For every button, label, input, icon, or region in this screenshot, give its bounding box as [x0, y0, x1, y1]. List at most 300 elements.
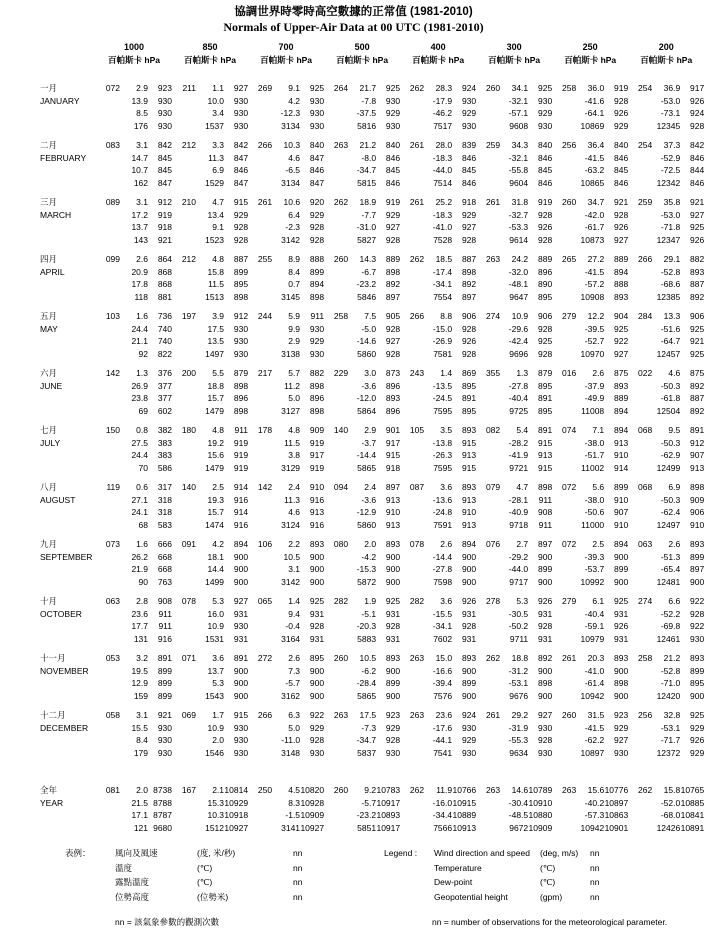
- wind-dir-cell: 254: [638, 83, 653, 93]
- wind-dir-cell: [476, 620, 500, 633]
- obs-count-cell: 900: [614, 690, 629, 701]
- wind-dir-cell: [248, 449, 272, 462]
- wind-dir-cell: [96, 152, 120, 165]
- wind-dir-cell: [552, 323, 576, 336]
- obs-count-cell: 895: [461, 380, 477, 391]
- wind-speed-cell: 2.6: [668, 539, 681, 549]
- temperature-cell: -4.2: [361, 551, 377, 562]
- wind-dir-cell: 260: [333, 254, 349, 264]
- geopotential-height-cell: 1513: [205, 291, 225, 302]
- wind-dir-cell: 272: [257, 653, 273, 663]
- temperature-cell: -32.1: [508, 95, 529, 106]
- wind-dir-cell: [248, 797, 272, 810]
- wind-dir-cell: [96, 120, 120, 133]
- obs-count-cell: 900: [614, 665, 629, 676]
- obs-count-cell: 898: [461, 266, 477, 277]
- obs-count-cell: 845: [461, 165, 477, 175]
- table-row: [40, 380, 704, 393]
- obs-count-cell: 919: [385, 197, 401, 207]
- wind-dir-cell: [476, 95, 500, 108]
- wind-dir-cell: [400, 152, 424, 165]
- month-label-spacer: [40, 120, 96, 133]
- obs-count-cell: 899: [461, 678, 477, 688]
- wind-dir-cell: [552, 633, 576, 646]
- wind-dir-cell: [628, 563, 652, 576]
- dew-point-cell: -73.1: [660, 108, 681, 118]
- obs-count-cell: 868: [157, 266, 173, 277]
- obs-count-cell: 10889: [452, 810, 477, 820]
- temperature-cell: -15.5: [432, 608, 453, 619]
- dew-point-cell: -57.2: [584, 279, 605, 289]
- obs-count-cell: 893: [690, 539, 705, 549]
- wind-dir-cell: 261: [409, 140, 425, 150]
- table-row: [40, 809, 704, 822]
- obs-count-cell: 898: [233, 291, 249, 302]
- wind-speed-cell: 2.9: [136, 83, 148, 93]
- obs-count-cell: 894: [309, 279, 325, 289]
- geopotential-height-cell: 10873: [580, 234, 605, 245]
- legend-note-en: nn = number of observations for the meteorological parameter.: [432, 917, 668, 927]
- obs-count-cell: 888: [309, 254, 325, 264]
- wind-speed-cell: 3.1: [136, 140, 148, 150]
- dew-point-cell: -49.9: [584, 393, 605, 403]
- wind-dir-cell: [400, 392, 424, 405]
- dew-point-cell: -71.7: [660, 735, 681, 745]
- wind-dir-cell: 099: [105, 254, 120, 264]
- wind-speed-cell: 0.6: [136, 482, 148, 492]
- obs-count-cell: 10918: [224, 810, 249, 820]
- obs-count-cell: 889: [537, 254, 553, 264]
- wind-dir-cell: [324, 551, 348, 564]
- wind-dir-cell: [628, 120, 652, 133]
- table-row: [40, 506, 704, 519]
- month-label-en: AUGUST: [40, 494, 76, 505]
- legend-item-name-en: Dew-point: [434, 877, 473, 887]
- wind-dir-cell: 269: [257, 83, 273, 93]
- obs-count-cell: 893: [461, 653, 477, 663]
- legend-label-spacer: [384, 875, 434, 890]
- month-label-spacer: [40, 177, 96, 190]
- obs-count-cell: 9680: [153, 822, 173, 833]
- dew-point-cell: -20.3: [356, 621, 377, 631]
- obs-count-cell: 864: [157, 254, 173, 264]
- wind-dir-cell: 262: [409, 83, 425, 93]
- obs-count-cell: 904: [614, 311, 629, 321]
- obs-count-cell: 846: [614, 152, 629, 163]
- wind-dir-cell: [552, 620, 576, 633]
- geopotential-height-cell: 7602: [433, 633, 453, 644]
- obs-count-cell: 918: [461, 197, 477, 207]
- obs-count-cell: 846: [233, 165, 249, 175]
- obs-count-cell: 900: [385, 551, 401, 562]
- wind-dir-cell: [96, 690, 120, 703]
- dew-point-cell: -34.1: [432, 621, 453, 631]
- temperature-cell: 23.6: [131, 608, 148, 619]
- obs-count-cell: 930: [537, 747, 553, 758]
- temperature-cell: 27.5: [131, 437, 148, 448]
- wind-dir-cell: [248, 234, 272, 247]
- dew-point-cell: -26.9: [432, 336, 453, 346]
- wind-dir-cell: [172, 722, 196, 735]
- wind-dir-cell: [172, 608, 196, 621]
- wind-speed-cell: 27.2: [587, 254, 605, 264]
- wind-dir-cell: [476, 551, 500, 564]
- temperature-cell: -53.0: [660, 95, 681, 106]
- wind-dir-cell: [172, 380, 196, 393]
- wind-dir-cell: [172, 107, 196, 120]
- wind-dir-cell: [628, 462, 652, 475]
- obs-count-cell: 900: [233, 678, 249, 688]
- temperature-cell: 20.9: [131, 266, 148, 277]
- geopotential-height-cell: 5883: [357, 633, 377, 644]
- obs-count-cell: 318: [157, 494, 173, 505]
- obs-count-cell: 893: [385, 539, 401, 549]
- obs-count-cell: 846: [309, 165, 325, 175]
- temperature-cell: 13.4: [207, 209, 225, 220]
- dew-point-cell: -57.3: [584, 810, 605, 820]
- wind-dir-cell: [476, 120, 500, 133]
- temperature-cell: -53.0: [660, 209, 681, 220]
- legend-item-nn-zh: nn: [293, 848, 303, 858]
- obs-count-cell: 912: [690, 437, 705, 448]
- wind-dir-cell: 105: [409, 425, 425, 435]
- wind-dir-cell: [400, 551, 424, 564]
- dew-point-cell: -61.4: [584, 678, 605, 688]
- dew-point-cell: 17.1: [131, 810, 148, 820]
- obs-count-cell: 839: [461, 140, 477, 150]
- obs-count-cell: 907: [614, 507, 629, 517]
- wind-speed-cell: 3.6: [212, 653, 225, 663]
- temperature-cell: -13.8: [432, 437, 453, 448]
- wind-dir-cell: 078: [181, 596, 197, 606]
- obs-count-cell: 668: [157, 551, 173, 562]
- wind-dir-cell: 103: [105, 311, 120, 321]
- wind-dir-cell: [552, 95, 576, 108]
- obs-count-cell: 911: [158, 608, 173, 619]
- dew-point-cell: -34.4: [432, 810, 453, 820]
- obs-count-cell: 908: [157, 596, 173, 606]
- wind-speed-cell: 7.1: [592, 425, 605, 435]
- wind-dir-cell: [476, 608, 500, 621]
- temperature-cell: -38.0: [584, 494, 605, 505]
- temperature-cell: -32.1: [508, 152, 529, 163]
- obs-count-cell: 927: [233, 596, 249, 606]
- wind-dir-cell: [324, 209, 348, 222]
- month-label-spacer: [40, 747, 96, 760]
- obs-count-cell: 10814: [224, 785, 249, 795]
- wind-speed-cell: 1.1: [212, 83, 225, 93]
- obs-count-cell: 901: [385, 425, 401, 435]
- month-label-zh: 八月: [40, 482, 58, 492]
- dew-point-cell: -65.4: [660, 564, 681, 574]
- wind-dir-cell: [96, 392, 120, 405]
- obs-count-cell: 929: [690, 722, 705, 733]
- obs-count-cell: 907: [690, 450, 705, 460]
- wind-speed-cell: 1.3: [516, 368, 529, 378]
- pressure-unit-header: 百帕斯卡 hPa: [260, 54, 313, 65]
- obs-count-cell: 847: [309, 152, 325, 163]
- obs-count-cell: 900: [309, 665, 325, 676]
- wind-dir-cell: 074: [561, 425, 577, 435]
- obs-count-cell: 318: [157, 507, 173, 517]
- wind-dir-cell: [172, 164, 196, 177]
- obs-count-cell: 930: [385, 120, 401, 131]
- wind-dir-cell: 073: [105, 539, 120, 549]
- wind-dir-cell: [476, 164, 500, 177]
- obs-count-cell: 913: [537, 450, 553, 460]
- obs-count-cell: 930: [233, 621, 249, 631]
- wind-dir-cell: [172, 822, 196, 835]
- obs-count-cell: 10897: [604, 797, 629, 808]
- dew-point-cell: 14.4: [207, 564, 225, 574]
- spacer: [40, 702, 704, 709]
- wind-dir-cell: [400, 405, 424, 418]
- obs-count-cell: 928: [614, 209, 629, 220]
- wind-speed-cell: 2.6: [136, 254, 148, 264]
- obs-count-cell: 930: [157, 735, 173, 745]
- legend-item-nn-en: nn: [590, 891, 600, 902]
- wind-dir-cell: [628, 519, 652, 532]
- wind-dir-cell: [96, 291, 120, 304]
- wind-speed-cell: 1.4: [440, 368, 453, 378]
- geopotential-height-cell: 162: [133, 177, 148, 188]
- obs-count-cell: 927: [614, 348, 629, 359]
- wind-speed-cell: 20.3: [587, 653, 605, 663]
- obs-count-cell: 900: [690, 576, 705, 587]
- obs-count-cell: 10927: [224, 822, 249, 833]
- wind-dir-cell: 142: [257, 482, 273, 492]
- obs-count-cell: 900: [461, 551, 477, 562]
- obs-count-cell: 929: [309, 722, 325, 733]
- wind-dir-cell: [400, 822, 424, 835]
- geopotential-height-cell: 12426: [656, 822, 681, 833]
- obs-count-cell: 905: [385, 311, 401, 321]
- obs-count-cell: 900: [385, 690, 401, 701]
- wind-dir-cell: 053: [105, 653, 120, 663]
- dew-point-cell: -46.2: [432, 108, 453, 118]
- month-label-en: FEBRUARY: [40, 152, 87, 163]
- geopotential-height-cell: 5860: [357, 519, 377, 530]
- obs-count-cell: 930: [309, 323, 325, 334]
- wind-dir-cell: 063: [105, 596, 120, 606]
- wind-dir-cell: [172, 677, 196, 690]
- geopotential-height-cell: 12499: [656, 462, 681, 473]
- legend-item-nn-zh: nn: [293, 877, 303, 887]
- obs-count-cell: 925: [690, 323, 705, 334]
- geopotential-height-cell: 1537: [205, 120, 225, 131]
- wind-dir-cell: 068: [638, 482, 653, 492]
- obs-count-cell: 921: [614, 197, 629, 207]
- obs-count-cell: 586: [157, 462, 173, 473]
- dew-point-cell: -15.3: [356, 564, 377, 574]
- obs-count-cell: 891: [233, 653, 249, 663]
- obs-count-cell: 923: [157, 83, 173, 93]
- wind-dir-cell: [172, 392, 196, 405]
- wind-dir-cell: [248, 563, 272, 576]
- obs-count-cell: 900: [309, 576, 325, 587]
- dew-point-cell: 15.7: [207, 507, 225, 517]
- geopotential-height-cell: 70: [138, 462, 148, 473]
- obs-count-cell: 894: [614, 539, 629, 549]
- pressure-level-header: 300: [506, 42, 522, 52]
- wind-dir-cell: [248, 747, 272, 760]
- temperature-cell: -41.6: [584, 95, 605, 106]
- obs-count-cell: 906: [461, 311, 477, 321]
- wind-dir-cell: [628, 734, 652, 747]
- wind-dir-cell: [324, 107, 348, 120]
- wind-dir-cell: [552, 380, 576, 393]
- obs-count-cell: 895: [537, 380, 553, 391]
- dew-point-cell: -61.8: [660, 393, 681, 403]
- wind-speed-cell: 1.6: [136, 311, 148, 321]
- obs-count-cell: 930: [233, 348, 249, 359]
- geopotential-height-cell: 121: [133, 822, 148, 833]
- dew-point-cell: -12.9: [356, 507, 377, 517]
- obs-count-cell: 847: [309, 177, 325, 188]
- legend-label-spacer: [65, 861, 115, 876]
- wind-dir-cell: [476, 665, 500, 678]
- obs-count-cell: 925: [614, 596, 629, 606]
- wind-dir-cell: 279: [561, 311, 577, 321]
- month-label-en: MARCH: [40, 209, 72, 220]
- wind-dir-cell: [172, 690, 196, 703]
- wind-dir-cell: [552, 278, 576, 291]
- temperature-cell: -31.9: [508, 722, 529, 733]
- obs-count-cell: 916: [309, 494, 325, 505]
- wind-speed-cell: 3.1: [136, 710, 148, 720]
- wind-dir-cell: [628, 809, 652, 822]
- wind-dir-cell: [96, 323, 120, 336]
- normals-table: [40, 41, 704, 834]
- temperature-cell: -14.4: [432, 551, 453, 562]
- obs-count-cell: 913: [461, 494, 477, 505]
- wind-dir-cell: [628, 177, 652, 190]
- geopotential-height-cell: 118: [134, 291, 148, 302]
- obs-count-cell: 898: [233, 380, 249, 391]
- obs-count-cell: 931: [385, 633, 401, 644]
- wind-dir-cell: [552, 576, 576, 589]
- obs-count-cell: 900: [309, 678, 325, 688]
- obs-count-cell: 891: [157, 653, 173, 663]
- wind-dir-cell: [628, 278, 652, 291]
- month-label-spacer: [40, 405, 96, 418]
- obs-count-cell: 900: [385, 665, 401, 676]
- wind-dir-cell: [628, 620, 652, 633]
- wind-dir-cell: 282: [409, 596, 425, 606]
- table-row: [40, 164, 704, 177]
- obs-count-cell: 900: [537, 551, 553, 562]
- wind-dir-cell: 263: [409, 710, 425, 720]
- wind-dir-cell: 068: [638, 425, 653, 435]
- obs-count-cell: 912: [233, 311, 249, 321]
- obs-count-cell: 928: [233, 234, 249, 245]
- wind-dir-cell: [248, 152, 272, 165]
- dew-point-cell: -0.4: [285, 621, 301, 631]
- obs-count-cell: 928: [461, 323, 477, 334]
- temperature-cell: -41.0: [584, 665, 605, 676]
- obs-count-cell: 763: [157, 576, 173, 587]
- wind-dir-cell: [476, 348, 500, 361]
- geopotential-height-cell: 5851: [357, 822, 377, 833]
- wind-dir-cell: [172, 266, 196, 279]
- obs-count-cell: 926: [537, 222, 553, 232]
- wind-dir-cell: [476, 266, 500, 279]
- dew-point-cell: -64.7: [660, 336, 681, 346]
- obs-count-cell: 666: [157, 539, 173, 549]
- obs-count-cell: 897: [537, 539, 553, 549]
- table-row: [40, 551, 704, 564]
- dew-point-cell: 10.3: [207, 810, 225, 820]
- temperature-cell: -51.6: [660, 323, 681, 334]
- month-label-spacer: [40, 677, 96, 690]
- temperature-cell: 8.4: [288, 266, 301, 277]
- obs-count-cell: 900: [537, 665, 553, 676]
- wind-dir-cell: [172, 563, 196, 576]
- wind-dir-cell: 279: [561, 596, 577, 606]
- wind-dir-cell: [248, 405, 272, 418]
- dew-point-cell: 13.7: [131, 222, 148, 232]
- obs-count-cell: 900: [385, 576, 401, 587]
- wind-dir-cell: 260: [561, 197, 577, 207]
- wind-speed-cell: 29.2: [511, 710, 529, 720]
- obs-count-cell: 919: [157, 209, 173, 220]
- obs-count-cell: 910: [614, 494, 629, 505]
- obs-count-cell: 845: [385, 165, 401, 175]
- obs-count-cell: 842: [690, 140, 705, 150]
- obs-count-cell: 913: [461, 450, 477, 460]
- wind-dir-cell: [248, 690, 272, 703]
- temperature-cell: -18.3: [432, 209, 453, 220]
- wind-dir-cell: [400, 278, 424, 291]
- wind-dir-cell: 212: [181, 140, 197, 150]
- wind-dir-cell: 259: [485, 140, 501, 150]
- table-row: [40, 595, 704, 608]
- obs-count-cell: 930: [233, 722, 249, 733]
- temperature-cell: -53.1: [660, 722, 681, 733]
- wind-dir-cell: 262: [409, 254, 425, 264]
- wind-dir-cell: [400, 563, 424, 576]
- wind-dir-cell: [324, 152, 348, 165]
- obs-count-cell: 930: [461, 747, 477, 758]
- obs-count-cell: 928: [385, 323, 401, 334]
- dew-point-cell: -26.3: [432, 450, 453, 460]
- obs-count-cell: 900: [233, 551, 249, 562]
- wind-dir-cell: [248, 608, 272, 621]
- wind-dir-cell: 150: [105, 425, 120, 435]
- table-row: [40, 120, 704, 133]
- legend-item-name-en: Geopotential height: [434, 891, 508, 902]
- wind-dir-cell: [476, 323, 500, 336]
- geopotential-height-cell: 1546: [205, 747, 225, 758]
- month-label-zh: 四月: [40, 254, 58, 264]
- obs-count-cell: 840: [614, 140, 629, 150]
- temperature-cell: 21.5: [131, 797, 148, 808]
- obs-count-cell: 10766: [452, 785, 477, 795]
- wind-dir-cell: 261: [485, 710, 501, 720]
- obs-count-cell: 925: [537, 336, 553, 346]
- obs-count-cell: 931: [233, 633, 249, 644]
- obs-count-cell: 928: [309, 621, 325, 631]
- temperature-cell: 15.5: [131, 722, 148, 733]
- dew-point-cell: 8.5: [136, 108, 148, 118]
- obs-count-cell: 875: [690, 368, 705, 378]
- obs-count-cell: 893: [385, 393, 401, 403]
- obs-count-cell: 927: [690, 209, 705, 220]
- geopotential-height-cell: 10992: [580, 576, 605, 587]
- wind-dir-cell: [324, 291, 348, 304]
- wind-dir-cell: 063: [638, 539, 653, 549]
- wind-speed-cell: 32.8: [663, 710, 681, 720]
